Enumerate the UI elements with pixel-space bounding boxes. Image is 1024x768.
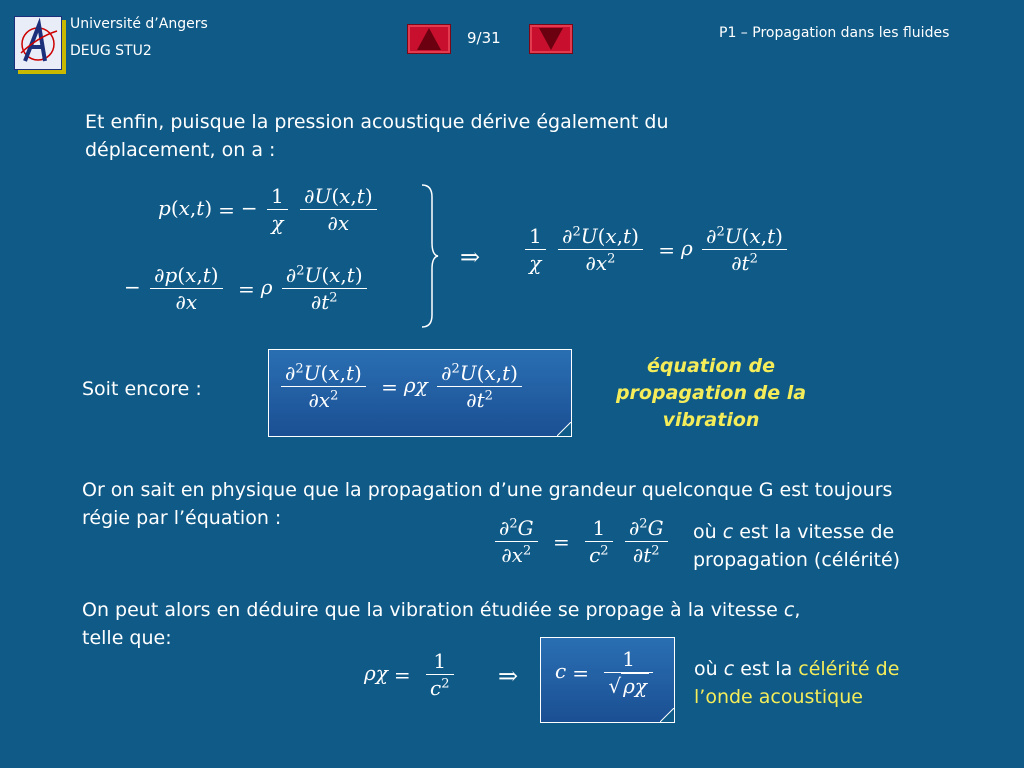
university-name: Université d’Angers [70,16,208,32]
deduction-paragraph: On peut alors en déduire que la vibration étudiée se propage à la vitesse c, telle que: [82,599,801,649]
course-title: P1 – Propagation dans les fluides [719,25,950,41]
general-wave-equation: $\frac{\partial^2G}{\partial x^2}$ = $\frac{1}{c^2}$ $\frac{\partial^2G}{\partial t^2}$ [492,515,671,568]
general-wave-paragraph: Or on sait en physique que la propagation d’une grandeur quelconque G est toujours régie par l’équation : [82,479,893,529]
implies-arrow-2: ⇒ [498,662,519,690]
box-corner-fold-2 [660,708,674,722]
celerity-equation: c = $\frac{1}{√ \rho\chi}$ [555,646,656,699]
program-name: DEUG STU2 [70,43,152,59]
page-number: 9/31 [467,29,501,47]
celerity-conclusion: où c est la célérité de l’onde acoustique [694,658,900,708]
next-slide-button[interactable] [529,24,573,54]
university-logo [14,16,62,70]
box-corner-fold [557,422,571,436]
pressure-equation: p(x,t) = − $\frac{1}{\chi}$ $\frac{\partial U(x,t)}{\partial x}$ [158,183,380,236]
celerity-definition: où c est la vitesse de propagation (célérité) [693,521,901,571]
triangle-up-icon [408,25,450,53]
equation-note: équation de propagation de la vibration [615,355,807,431]
triangle-down-icon [530,25,572,53]
propagation-equation: $\frac{\partial^2U(x,t)}{\partial x^2}$ = ρχ $\frac{\partial^2U(x,t)}{\partial t^2}$ [278,360,525,413]
intro-paragraph: Et enfin, puisque la pression acoustique dérive également du déplacement, on a : [85,111,669,161]
combined-equation: $\frac{1}{\chi}$ $\frac{\partial^2U(x,t)}{\partial x^2}$ = ρ $\frac{\partial^2U(x,t)}{\partial t^2}$ [522,223,790,276]
previous-slide-button[interactable] [407,24,451,54]
implies-arrow-1: ⇒ [460,243,481,271]
rho-chi-equation: ρχ = $\frac{1}{c^2}$ [364,648,457,701]
soit-encore-label: Soit encore : [82,378,202,400]
euler-equation: − $\frac{\partial p(x,t)}{\partial x}$ = ρ $\frac{\partial^2U(x,t)}{\partial t^2}$ [124,262,370,315]
right-brace [418,183,440,329]
